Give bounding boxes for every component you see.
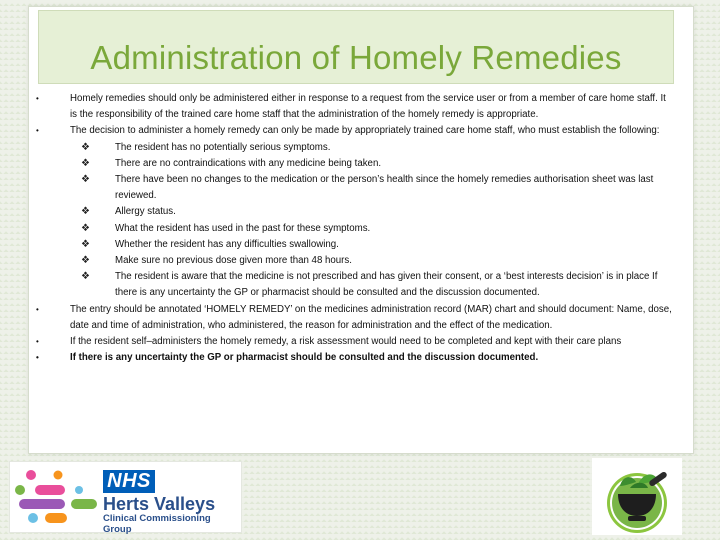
diamond-bullet-icon: ❖ (81, 255, 90, 267)
sub-bullet-text: There have been no changes to the medication or the person’s health since the homely remedies authorisation sheet was last reviewed. (115, 174, 654, 202)
sub-bullet-text: The resident has no potentially serious symptoms. (115, 141, 331, 153)
diamond-bullet-icon: ❖ (81, 222, 90, 234)
sub-bullet-item (36, 172, 672, 204)
nhs-logo (9, 461, 242, 533)
bullet-text: If the resident self–administers the homely remedy, a risk assessment would need to be completed and kept with their care plans (70, 336, 622, 348)
bullet-icon: • (36, 337, 39, 347)
bullet-icon: • (36, 304, 39, 314)
sub-bullet-item (36, 253, 672, 269)
diamond-bullet-icon: ❖ (81, 271, 90, 283)
mortar-pestle-herbs-image (592, 458, 682, 535)
bullet-item (36, 302, 672, 334)
org-name: Herts Valleys (103, 494, 216, 514)
sub-bullet-text: Allergy status. (115, 206, 176, 218)
nhs-badge: NHS (103, 470, 155, 493)
slide-content (36, 91, 672, 366)
bullet-item (36, 334, 672, 350)
sub-bullet-item (36, 140, 672, 156)
bullet-icon: • (36, 126, 39, 136)
bullet-text: Homely remedies should only be administered either in response to a request from the service user or from a member of care home staff. It is the responsibility of the trained care home staff that the administration of the homely remedy is appropriate. (70, 93, 666, 121)
bullet-icon: • (36, 353, 39, 363)
bullet-text: The decision to administer a homely remedy can only be made by appropriately trained care home staff, who must establish the following: (70, 125, 660, 137)
sub-bullet-text: There are no contraindications with any medicine being taken. (115, 157, 382, 169)
org-subtitle: Clinical Commissioning Group (103, 513, 211, 535)
slide-title: Administration of Homely Remedies (90, 39, 622, 76)
sub-bullet-item (36, 204, 672, 220)
bullet-item (36, 123, 672, 139)
bullet-item (36, 91, 672, 123)
sub-bullet-item (36, 237, 672, 253)
sub-bullet-text: The resident is aware that the medicine is not prescribed and has given their consent, or a ‘best interests decision’ is in place If there is any uncertainty the GP or pharmacist should be consulted and the discussion documented. (115, 271, 658, 299)
sub-bullet-item (36, 221, 672, 237)
diamond-bullet-icon: ❖ (81, 206, 90, 218)
mortar-herbs-icon (592, 458, 682, 535)
diamond-bullet-icon: ❖ (81, 141, 90, 153)
diamond-bullet-icon: ❖ (81, 174, 90, 186)
sub-bullet-text: Make sure no previous dose given more than 48 hours. (115, 255, 352, 267)
bullet-icon: • (36, 94, 39, 103)
diamond-bullet-icon: ❖ (81, 157, 90, 169)
bullet-item (36, 350, 672, 366)
bullet-text: The entry should be annotated ‘HOMELY REMEDY’ on the medicines administration record (MAR) chart and should document: Name, dose, date and time of administration, who administered, the reason for administration and the effect of the medication. (70, 303, 672, 331)
sub-bullet-item (36, 156, 672, 172)
bullet-text: If there is any uncertainty the GP or pharmacist should be consulted and the discussion documented. (70, 352, 539, 364)
sub-bullet-item (36, 269, 672, 301)
sub-bullet-text: Whether the resident has any difficulties swallowing. (115, 238, 339, 250)
title-banner (38, 10, 674, 84)
sub-bullet-text: What the resident has used in the past for these symptoms. (115, 222, 371, 234)
diamond-bullet-icon: ❖ (81, 238, 90, 250)
